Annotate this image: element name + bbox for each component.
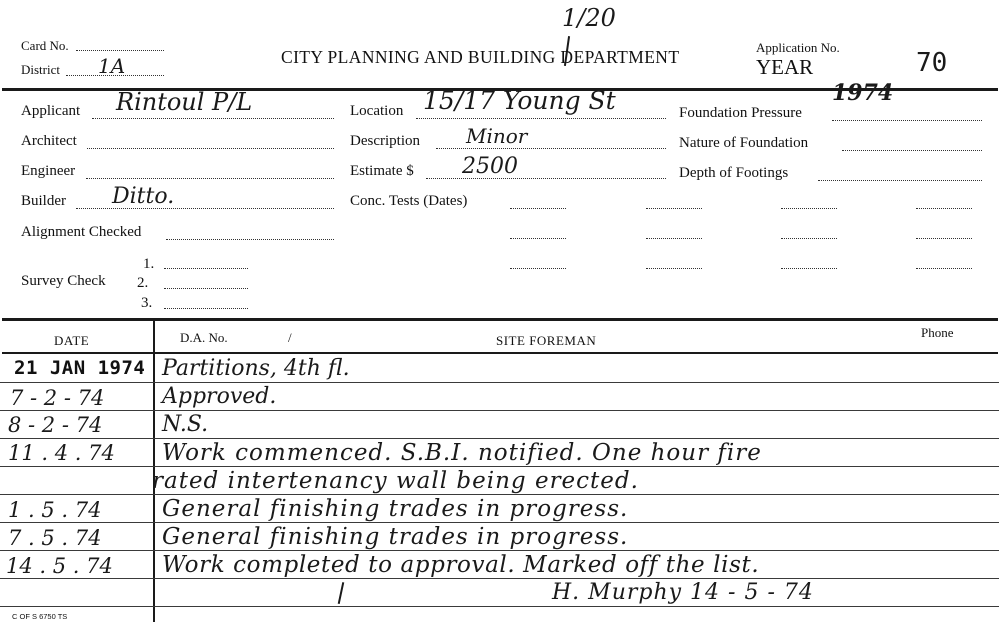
log-row-text: N.S. — [162, 412, 209, 437]
district-label: District — [21, 62, 60, 77]
application-no-label: Application No. — [756, 40, 840, 55]
log-row-rule — [0, 438, 999, 439]
location-label: Location — [350, 103, 404, 119]
description-value: Minor — [466, 124, 528, 148]
year-value: 70 — [916, 48, 948, 78]
alignment-line — [166, 239, 334, 240]
survey-item-3: 3. — [141, 295, 153, 311]
log-row-text: rated intertenancy wall being erected. — [152, 468, 639, 494]
date-header: DATE — [54, 333, 90, 348]
district-value: 1A — [98, 54, 126, 78]
log-row-date: 1 . 5 . 74 — [8, 498, 102, 522]
year-label: YEAR — [756, 55, 814, 79]
depth-footings-line — [818, 180, 982, 181]
estimate-value: 2500 — [462, 154, 518, 179]
log-row-date: 8 - 2 - 74 — [8, 413, 103, 437]
log-row-text: General finishing trades in progress. — [162, 496, 629, 522]
nature-foundation-line — [842, 150, 982, 151]
log-row-date: 7 - 2 - 74 — [10, 386, 105, 410]
log-row-date: 14 . 5 . 74 — [6, 554, 113, 578]
location-line — [416, 118, 666, 119]
location-value: 15/17 Young St — [423, 86, 616, 115]
engineer-line — [86, 178, 334, 179]
conc-tests-label: Conc. Tests (Dates) — [350, 193, 468, 209]
engineer-label: Engineer — [21, 163, 76, 179]
conc-test-line — [916, 268, 972, 269]
conc-test-line — [510, 268, 566, 269]
depth-footings-label: Depth of Footings — [679, 165, 789, 181]
builder-value: Ditto. — [112, 184, 175, 209]
log-row-date: 11 . 4 . 74 — [8, 441, 115, 465]
alignment-label: Alignment Checked — [21, 224, 142, 240]
department-title: CITY PLANNING AND BUILDING DEPARTMENT — [281, 47, 680, 67]
log-row-rule — [0, 494, 999, 495]
survey-item-1: 1. — [143, 256, 155, 272]
log-top-rule — [2, 318, 998, 321]
foundation-pressure-line — [832, 120, 982, 121]
conc-test-line — [916, 238, 972, 239]
log-row-rule — [0, 410, 999, 411]
year-annotation: 1974 — [832, 80, 894, 106]
log-row-date: 7 . 5 . 74 — [8, 526, 102, 550]
log-row-rule — [0, 466, 999, 467]
applicant-value: Rintoul P/L — [116, 88, 253, 116]
estimate-label: Estimate $ — [350, 163, 414, 179]
builder-label: Builder — [21, 193, 66, 209]
log-row-rule — [0, 382, 999, 383]
conc-test-line — [916, 208, 972, 209]
survey-line-1 — [164, 268, 248, 269]
description-label: Description — [350, 133, 420, 149]
log-row-rule — [0, 606, 999, 607]
log-row-text: Work completed to approval. Marked off the list. — [162, 552, 760, 578]
survey-check-label: Survey Check — [21, 273, 106, 289]
da-no-header: D.A. No. — [180, 330, 228, 345]
conc-test-line — [781, 208, 837, 209]
log-row-text: Work commenced. S.B.I. notified. One hour fire — [162, 440, 762, 466]
conc-test-line — [510, 208, 566, 209]
conc-test-line — [781, 238, 837, 239]
pen-stroke — [338, 582, 344, 604]
log-row-text: Approved. — [162, 384, 277, 409]
applicant-line — [92, 118, 334, 119]
survey-item-2: 2. — [137, 275, 149, 291]
log-row-rule — [0, 578, 999, 579]
conc-test-line — [781, 268, 837, 269]
log-row-text: General finishing trades in progress. — [162, 524, 629, 550]
foreman-signature: H. Murphy 14 - 5 - 74 — [552, 580, 814, 605]
survey-line-2 — [164, 288, 248, 289]
foundation-pressure-label: Foundation Pressure — [679, 105, 802, 121]
conc-test-line — [510, 238, 566, 239]
card-no-label: Card No. — [21, 38, 69, 53]
card-no-line — [76, 50, 164, 51]
site-foreman-header: SITE FOREMAN — [496, 333, 597, 348]
conc-test-line — [646, 238, 702, 239]
da-no-slash: / — [288, 330, 292, 345]
log-row-rule — [0, 522, 999, 523]
form-code: C OF S 6750 TS — [12, 612, 68, 621]
applicant-label: Applicant — [21, 103, 81, 119]
survey-line-3 — [164, 308, 248, 309]
conc-test-line — [646, 268, 702, 269]
nature-foundation-label: Nature of Foundation — [679, 135, 809, 151]
file-number: 1/20 — [562, 4, 616, 32]
log-row-rule — [0, 550, 999, 551]
architect-label: Architect — [21, 133, 77, 149]
description-line — [436, 148, 666, 149]
conc-test-line — [646, 208, 702, 209]
architect-line — [87, 148, 334, 149]
phone-header: Phone — [921, 325, 954, 340]
log-row-text: Partitions, 4th fl. — [162, 356, 350, 381]
log-header-rule — [2, 352, 998, 354]
log-row-date: 21 JAN 1974 — [14, 357, 146, 379]
